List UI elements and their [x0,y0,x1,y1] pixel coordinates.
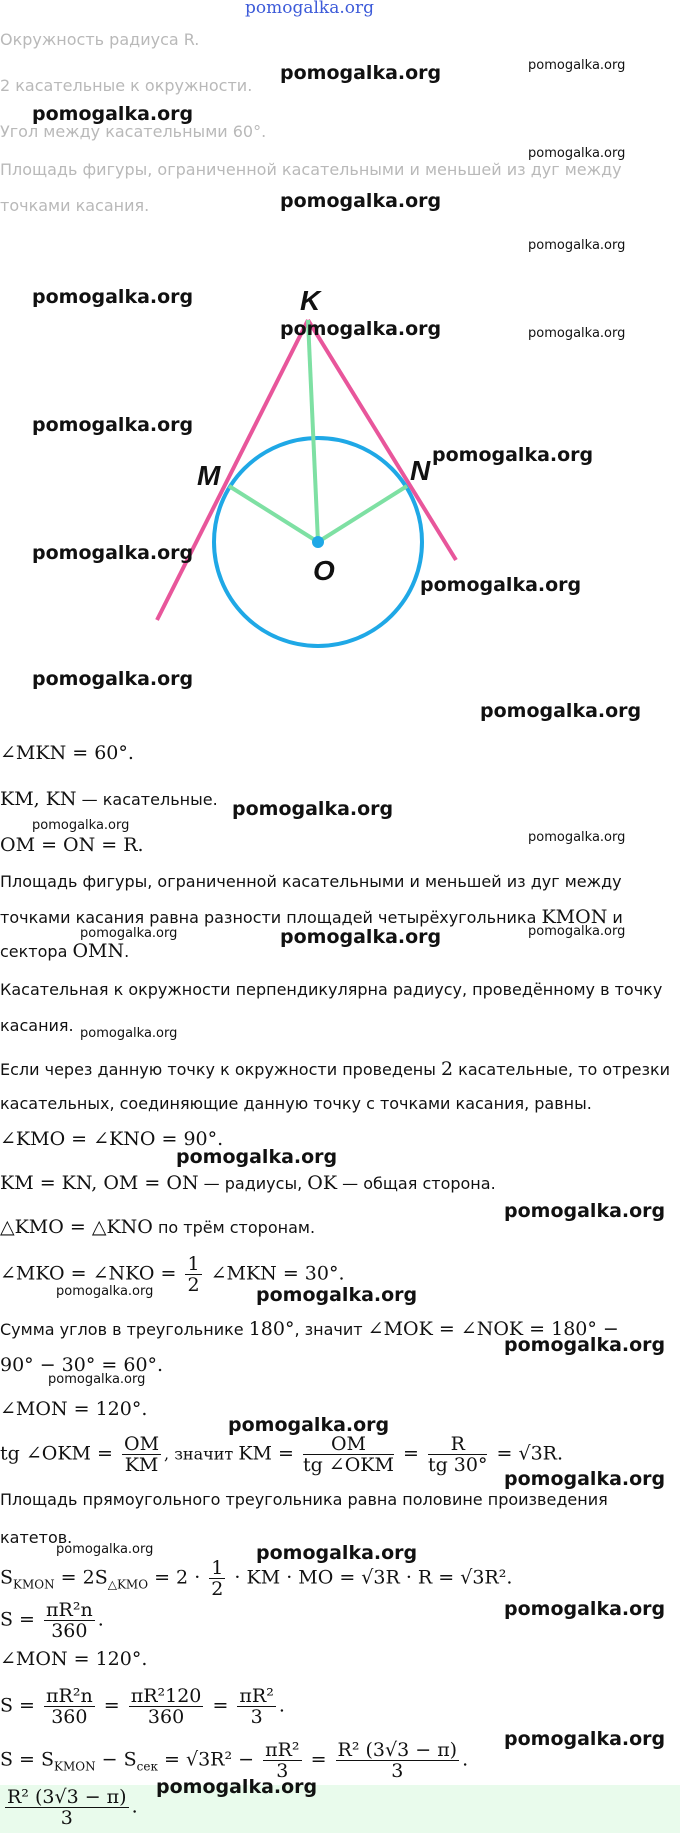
sol-line-25-left: S = S [0,1748,55,1771]
sol-line-14-left: ∠MKO = ∠NKO = [0,1262,177,1285]
fraction-sector [44,1600,95,1641]
watermark: pomogalka.org [256,1542,418,1564]
watermark: pomogalka.org [280,318,442,340]
sol-line-5-math: KMON [541,906,608,928]
sol-line-10: касательных, соединяющие данную точку с точками касания, равны. [0,1094,592,1113]
watermark: pomogalka.org [32,414,194,436]
watermark: pomogalka.org [256,1284,418,1306]
fraction-s24-1 [44,1686,95,1727]
frac-num: πR²n [46,1599,93,1621]
fraction-s25-2 [336,1740,460,1781]
watermark: pomogalka.org [32,818,130,833]
answer-fraction [5,1787,129,1828]
frac-num: πR²120 [130,1685,202,1707]
sol-line-24-right: . [278,1694,285,1717]
watermark: pomogalka.org [504,1468,666,1490]
frac-den: 3 [276,1760,289,1782]
watermark: pomogalka.org [420,574,582,596]
watermark: pomogalka.org [32,668,194,690]
frac-den: tg 30° [427,1454,488,1476]
frac-den: KM [124,1454,159,1476]
frac-num: 1 [211,1557,224,1579]
sol-line-12 [0,1172,496,1194]
sol-line-21-eq: = 2 · [148,1566,201,1589]
watermark: pomogalka.org [504,1728,666,1750]
fraction-r-tg30 [428,1434,488,1475]
watermark: pomogalka.org [232,798,394,820]
frac-den: 3 [60,1807,73,1829]
tangent-km [157,320,308,620]
fraction-s24-3 [237,1686,275,1727]
frac-den: tg ∠OKM [302,1454,394,1476]
label-m: M [197,460,221,491]
watermark: pomogalka.org [432,444,594,466]
sol-line-21-left: S [0,1566,14,1589]
sol-line-24-eq1: = [103,1694,120,1717]
sol-line-6b: . [124,942,130,961]
frac-den: 3 [250,1706,263,1728]
sol-line-15-math1: 180° [248,1318,295,1340]
center-point [312,536,324,548]
watermark: pomogalka.org [80,1026,178,1041]
sol-line-25-eq: = √3R² − [157,1748,255,1771]
sol-line-23: ∠MON = 120°. [0,1648,148,1670]
sol-line-15b: , значит [294,1320,368,1339]
sol-line-21-right: · KM · MO = √3R · R = √3R². [234,1566,513,1589]
watermark: pomogalka.org [504,1598,666,1620]
frac-num: R² (3√3 − π) [7,1786,127,1808]
frac-num: πR²n [46,1685,93,1707]
frac-den: 3 [391,1760,404,1782]
watermark: pomogalka.org [528,238,626,253]
sol-line-6 [0,940,129,962]
frac-den: 360 [51,1620,88,1642]
sol-line-22-right: . [97,1608,104,1631]
watermark: pomogalka.org [280,62,442,84]
sol-line-25-sub2: сек [136,1759,158,1774]
sol-line-25-mid: − S [95,1748,137,1771]
sol-line-21-sub2: △KMO [107,1577,149,1592]
sol-line-22-left: S = [0,1608,35,1631]
frac-num: R² (3√3 − π) [337,1739,458,1761]
frac-num: 1 [187,1253,200,1275]
sol-line-21-mid: = 2S [54,1566,108,1589]
frac-den: 2 [187,1274,200,1296]
watermark: pomogalka.org [528,924,626,939]
watermark: pomogalka.org [280,190,442,212]
sol-line-18-math: KM = [238,1442,294,1465]
frac-num: OM [303,1434,394,1455]
problem-line-1: Окружность радиуса R. [0,30,200,49]
watermark: pomogalka.org [528,58,626,73]
frac-den: 360 [51,1706,88,1728]
watermark: pomogalka.org [480,700,642,722]
watermark: pomogalka.org [156,1776,318,1798]
sol-line-21-sub: KMON [13,1577,55,1592]
frac-den: 360 [147,1706,185,1728]
watermark: pomogalka.org [80,926,178,941]
problem-line-5: точками касания. [0,196,150,215]
sol-line-8: касания. [0,1016,74,1035]
sol-line-24 [0,1686,285,1727]
sol-line-6-math: OMN [72,940,125,962]
sol-line-9-math: 2 [440,1058,454,1080]
watermark: pomogalka.org [504,1334,666,1356]
sol-line-2-math: KM, KN [0,788,77,810]
sol-line-3: OM = ON = R. [0,834,144,856]
watermark: pomogalka.org [56,1542,154,1557]
sol-line-19: Площадь прямоугольного треугольника равна половине произведения [0,1490,608,1509]
watermark: pomogalka.org [528,326,626,341]
sol-line-18-eq: = [403,1442,419,1465]
watermark: pomogalka.org [48,1372,146,1387]
fraction-om-km [122,1434,161,1475]
frac-num: πR² [239,1685,274,1707]
sol-line-14-right: ∠MKN = 30°. [210,1262,345,1285]
sol-line-13-text: по трём сторонам. [152,1218,316,1237]
fraction-s25-1 [263,1740,301,1781]
sol-line-20: катетов. [0,1528,73,1547]
sol-line-24-eq2: = [212,1694,229,1717]
sol-line-7: Касательная к окружности перпендикулярна радиусу, проведённому в точку [0,980,663,999]
frac-num: OM [124,1433,160,1455]
label-k: K [300,285,321,316]
sol-line-24-left: S = [0,1694,35,1717]
sol-line-6a: сектора [0,942,73,961]
segment-ko [308,320,318,542]
sol-line-25 [0,1740,468,1781]
problem-line-3: Угол между касательными 60°. [0,122,267,141]
sol-line-16: 90° − 30° = 60°. [0,1354,164,1376]
fraction-half-2 [209,1558,225,1599]
answer [2,1787,138,1828]
watermark: pomogalka.org [32,542,194,564]
radius-on [318,486,407,542]
sol-line-12-t2: — общая сторона. [337,1174,496,1193]
problem-line-4: Площадь фигуры, ограниченной касательными и меньшей из дуг между [0,160,622,179]
sol-line-18-mid: , значит [164,1444,239,1464]
sol-line-13 [0,1216,315,1238]
sol-line-17: ∠MON = 120°. [0,1398,148,1420]
sol-line-21 [0,1558,512,1599]
sol-line-11: ∠KMO = ∠KNO = 90°. [0,1128,224,1150]
site-link[interactable]: pomogalka.org [245,0,375,18]
watermark: pomogalka.org [32,103,194,125]
fraction-om-tg [303,1434,394,1475]
sol-line-18-left: tg ∠OKM = [0,1442,113,1465]
watermark: pomogalka.org [32,286,194,308]
sol-line-9a: Если через данную точку к окружности проведены [0,1060,441,1079]
watermark: pomogalka.org [528,830,626,845]
answer-box [0,1785,680,1833]
radius-om [229,486,318,542]
sol-line-12-math: KM = KN, OM = ON [0,1172,199,1194]
watermark: pomogalka.org [528,146,626,161]
watermark: pomogalka.org [176,1146,338,1168]
sol-line-22 [0,1600,104,1641]
sol-line-4: Площадь фигуры, ограниченной касательными и меньшей из дуг между [0,872,622,891]
sol-line-25-right: . [462,1748,469,1771]
sol-line-18 [0,1434,563,1475]
sol-line-15a: Сумма углов в треугольнике [0,1320,249,1339]
sol-line-15-math2: ∠MOK = ∠NOK = 180° − [367,1318,619,1340]
watermark: pomogalka.org [56,1284,154,1299]
sol-line-13-math: △KMO = △KNO [0,1216,153,1238]
sol-line-25-sub1: KMON [54,1759,96,1774]
sol-line-9b: касательные, то отрезки [453,1060,671,1079]
watermark: pomogalka.org [280,926,442,948]
sol-line-12-math2: OK [307,1172,338,1194]
label-o: O [313,555,335,586]
watermark: pomogalka.org [504,1200,666,1222]
problem-line-2: 2 касательные к окружности. [0,76,253,95]
sol-line-25-eq2: = [310,1748,327,1771]
frac-den: 2 [211,1578,224,1600]
sol-line-2 [0,788,218,810]
label-n: N [410,455,431,486]
fraction-half [185,1254,201,1295]
sol-line-5a: точками касания равна разности площадей четырёхугольника [0,908,542,927]
answer-dot: . [131,1795,138,1818]
watermark: pomogalka.org [228,1414,390,1436]
frac-num: R [428,1434,488,1455]
sol-line-5b: и [607,908,623,927]
sol-line-2-text: — касательные. [76,790,218,809]
sol-line-12-t1: — радиусы, [198,1174,308,1193]
sol-line-9 [0,1058,670,1080]
frac-num: πR² [265,1739,300,1761]
fraction-s24-2 [129,1686,204,1727]
sol-line-1: ∠MKN = 60°. [0,742,134,764]
sol-line-18-right: = √3R. [496,1442,564,1465]
